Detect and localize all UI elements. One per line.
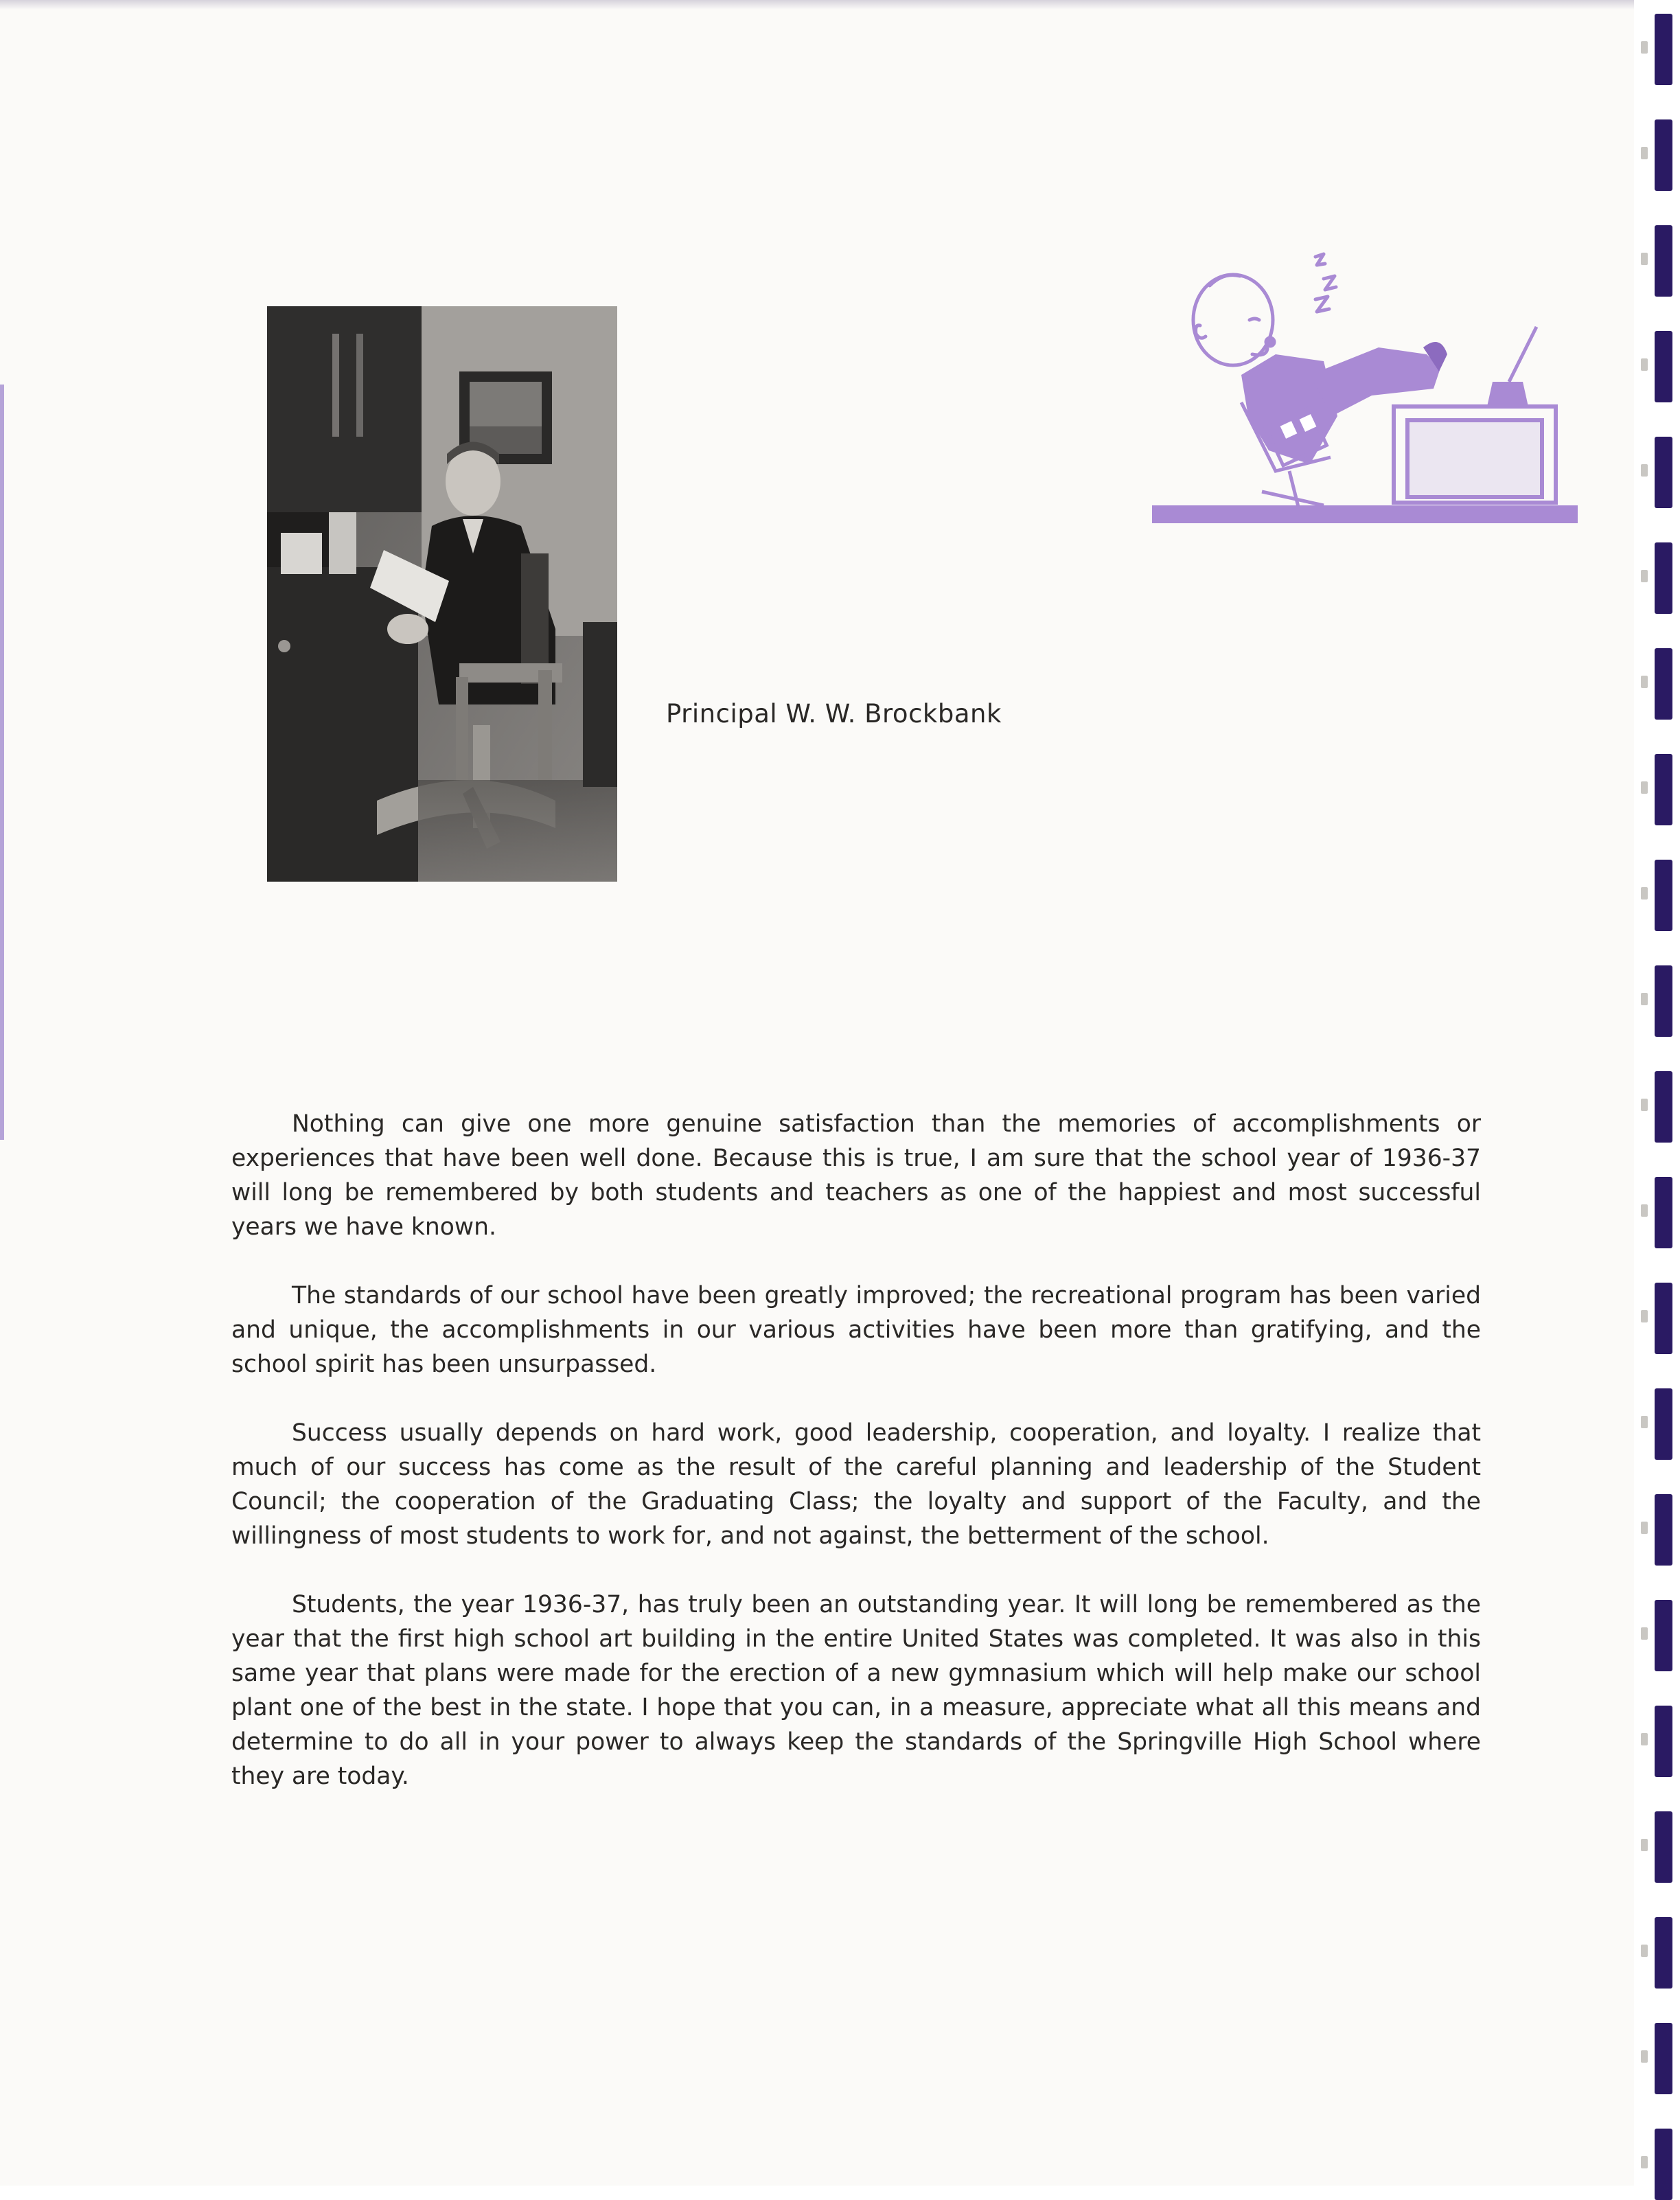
binding-hole bbox=[1641, 464, 1648, 477]
binding-coil bbox=[1655, 2129, 1672, 2200]
binding-coil bbox=[1655, 648, 1672, 720]
binding-coil bbox=[1655, 1917, 1672, 1989]
binding-hole bbox=[1641, 1945, 1648, 1957]
spiral-binding bbox=[1634, 0, 1680, 2186]
binding-hole bbox=[1641, 1416, 1648, 1428]
binding-hole bbox=[1641, 2156, 1648, 2168]
binding-coil bbox=[1655, 1600, 1672, 1671]
binding-coil bbox=[1655, 2023, 1672, 2094]
binding-hole bbox=[1641, 1733, 1648, 1745]
binding-coil bbox=[1655, 1388, 1672, 1460]
binding-coil bbox=[1655, 225, 1672, 297]
binding-hole bbox=[1641, 1839, 1648, 1851]
binding-coil bbox=[1655, 119, 1672, 191]
message-paragraph-3: Success usually depends on hard work, good leadership, cooperation, and loyalty. I realize that much of our success has come as the result of the careful planning and leadership of the Student Council; the cooperation of the Graduating Class; the loyalty and support of the Faculty, and the willingness of most students to work for, and not against, the betterment of the school. bbox=[231, 1419, 1481, 1550]
binding-hole bbox=[1641, 253, 1648, 265]
binding-hole bbox=[1641, 887, 1648, 900]
binding-coil bbox=[1655, 542, 1672, 614]
message-paragraph-2: The standards of our school have been greatly improved; the recreational program has been varied and unique, the accomplishments in our various activities have been more than gratifying, and the school spirit has been unsurpassed. bbox=[231, 1282, 1481, 1378]
binding-coil bbox=[1655, 1071, 1672, 1143]
binding-hole bbox=[1641, 781, 1648, 794]
message-paragraph-4: Students, the year 1936-37, has truly been an outstanding year. It will long be remembered as the year that the first high school art building in the entire United States was completed. It was also in this same year that plans were made for the erection of a new gymnasium which will help make our school plant one of the best in the state. I hope that you can, in a measure, appreciate what all this means and determine to do all in your power to always keep the standards of the Springville High School where they are today. bbox=[231, 1591, 1481, 1790]
binding-hole bbox=[1641, 1310, 1648, 1322]
binding-coil bbox=[1655, 437, 1672, 508]
binding-hole bbox=[1641, 570, 1648, 582]
binding-coil bbox=[1655, 14, 1672, 85]
binding-hole bbox=[1641, 993, 1648, 1005]
binding-hole bbox=[1641, 1522, 1648, 1534]
binding-coil bbox=[1655, 1177, 1672, 1248]
binding-coil bbox=[1655, 754, 1672, 825]
binding-hole bbox=[1641, 1627, 1648, 1640]
photo-caption: Principal W. W. Brockbank bbox=[666, 699, 1002, 729]
binding-coil bbox=[1655, 1811, 1672, 1883]
binding-hole bbox=[1641, 2050, 1648, 2063]
purple-divider-edge bbox=[0, 385, 4, 1140]
binding-coil bbox=[1655, 860, 1672, 931]
principal-photo bbox=[267, 306, 617, 882]
binding-hole bbox=[1641, 1204, 1648, 1217]
binding-coil bbox=[1655, 1706, 1672, 1777]
binding-coil bbox=[1655, 331, 1672, 402]
page-top-edge bbox=[0, 0, 1634, 10]
principal-photo-image bbox=[267, 306, 617, 882]
message-paragraph-1: Nothing can give one more genuine satisfaction than the memories of accomplishments or experiences that have been well done. Because this is true, I am sure that the school year of 1936-37 will long be remembered by both students and teachers as one of the happiest and most successful years we have known. bbox=[231, 1110, 1481, 1241]
principal-message bbox=[231, 1107, 1481, 1828]
sleeping-principal-icon bbox=[1152, 244, 1578, 526]
binding-hole bbox=[1641, 1099, 1648, 1111]
binding-hole bbox=[1641, 147, 1648, 159]
binding-hole bbox=[1641, 41, 1648, 54]
binding-coil bbox=[1655, 1283, 1672, 1354]
binding-hole bbox=[1641, 676, 1648, 688]
binding-hole bbox=[1641, 358, 1648, 371]
binding-coil bbox=[1655, 965, 1672, 1037]
binding-coil bbox=[1655, 1494, 1672, 1566]
